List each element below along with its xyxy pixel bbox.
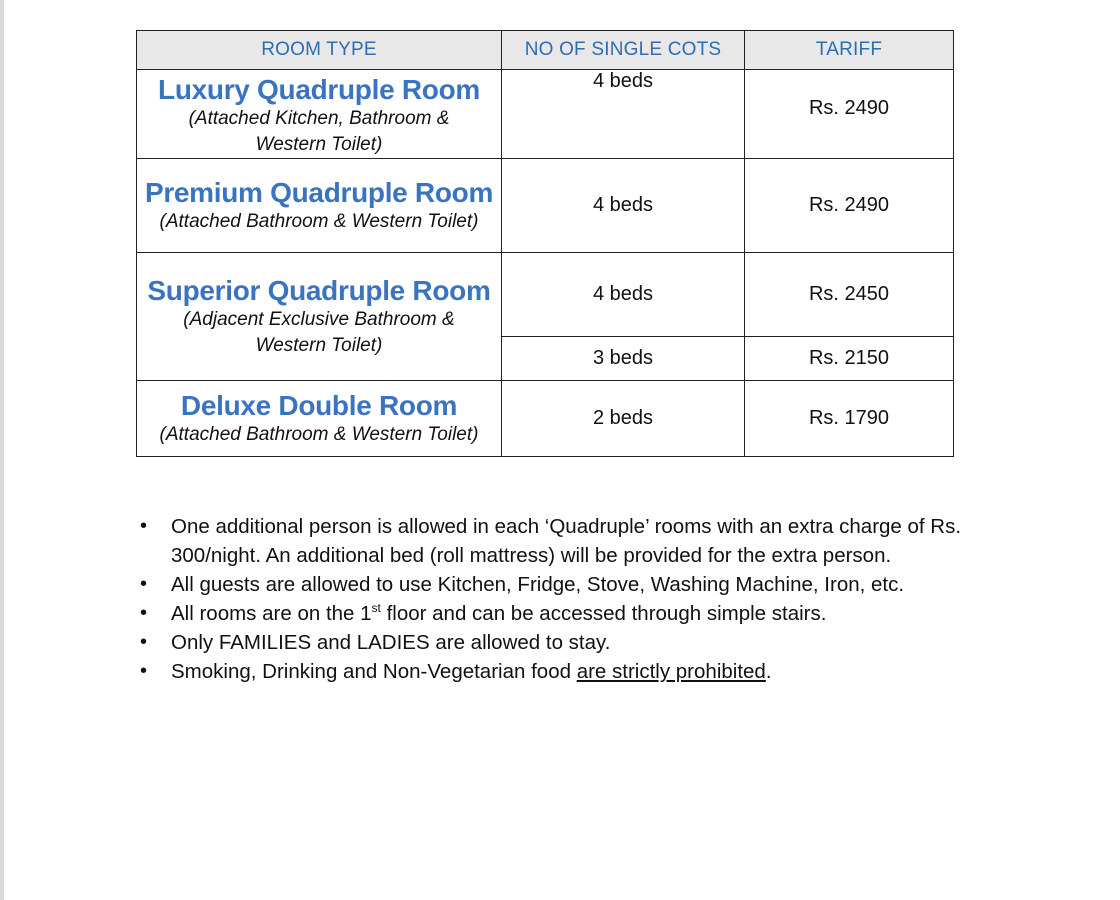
room-type-cell xyxy=(137,70,502,159)
beds-cell: 2 beds xyxy=(502,381,745,457)
beds-cell: 4 beds xyxy=(502,70,745,159)
room-name: Premium Quadruple Room xyxy=(144,176,494,208)
room-description: (Attached Bathroom & Western Toilet) xyxy=(159,423,479,445)
header-tariff: TARIFF xyxy=(745,31,954,70)
bullet-icon: • xyxy=(140,573,148,595)
beds-cell: 3 beds xyxy=(502,337,745,381)
ordinal-suffix: st xyxy=(371,601,381,616)
note-emphasis: are strictly prohibited xyxy=(576,660,766,683)
room-description: (Attached Bathroom & Western Toilet) xyxy=(159,210,479,232)
tariff-table xyxy=(136,30,954,457)
room-type-cell xyxy=(137,381,502,457)
list-item xyxy=(136,512,966,570)
note-text-end: . xyxy=(765,660,772,683)
room-description: (Adjacent Exclusive Bathroom & Western Toilet) xyxy=(183,309,455,356)
bullet-icon: • xyxy=(140,631,148,653)
table-row-deluxe xyxy=(137,381,954,457)
bullet-icon: • xyxy=(140,602,148,624)
header-room-type: ROOM TYPE xyxy=(137,31,502,70)
list-item xyxy=(136,657,966,686)
table-row-premium xyxy=(137,159,954,253)
note-text-start: Smoking, Drinking and Non-Vegetarian food xyxy=(171,660,577,683)
page-left-edge xyxy=(0,0,4,900)
list-item xyxy=(136,628,966,657)
table-header-row xyxy=(137,31,954,70)
header-single-cots: NO OF SINGLE COTS xyxy=(502,31,745,70)
table-row-superior xyxy=(137,253,954,337)
beds-cell: 4 beds xyxy=(502,253,745,337)
tariff-cell: Rs. 2150 xyxy=(745,337,954,381)
room-type-cell xyxy=(137,159,502,253)
table-row-luxury xyxy=(137,70,954,159)
note-text: Only FAMILIES and LADIES are allowed to stay. xyxy=(171,631,611,654)
tariff-cell: Rs. 2490 xyxy=(745,159,954,253)
bullet-icon: • xyxy=(140,515,148,537)
note-text: All guests are allowed to use Kitchen, Fridge, Stove, Washing Machine, Iron, etc. xyxy=(171,573,905,596)
tariff-cell: Rs. 2450 xyxy=(745,253,954,337)
notes-list xyxy=(136,512,966,686)
tariff-cell: Rs. 1790 xyxy=(745,381,954,457)
note-text-end: floor and can be accessed through simple stairs. xyxy=(380,602,827,625)
tariff-cell: Rs. 2490 xyxy=(745,70,954,159)
list-item xyxy=(136,570,966,599)
room-name: Luxury Quadruple Room xyxy=(158,74,480,105)
list-item xyxy=(136,599,966,628)
room-type-cell xyxy=(137,253,502,381)
room-name: Deluxe Double Room xyxy=(180,389,458,421)
bullet-icon: • xyxy=(140,660,148,682)
note-text-start: All rooms are on the 1 xyxy=(171,602,372,625)
room-description: (Attached Kitchen, Bathroom & Western Toilet) xyxy=(188,108,450,155)
note-text: One additional person is allowed in each ‘Quadruple’ rooms with an extra charge of Rs. 300/night. An additional bed (roll mattress) will be provided for the extra person. xyxy=(171,515,962,567)
beds-cell: 4 beds xyxy=(502,159,745,253)
room-name: Superior Quadruple Room xyxy=(147,275,491,306)
